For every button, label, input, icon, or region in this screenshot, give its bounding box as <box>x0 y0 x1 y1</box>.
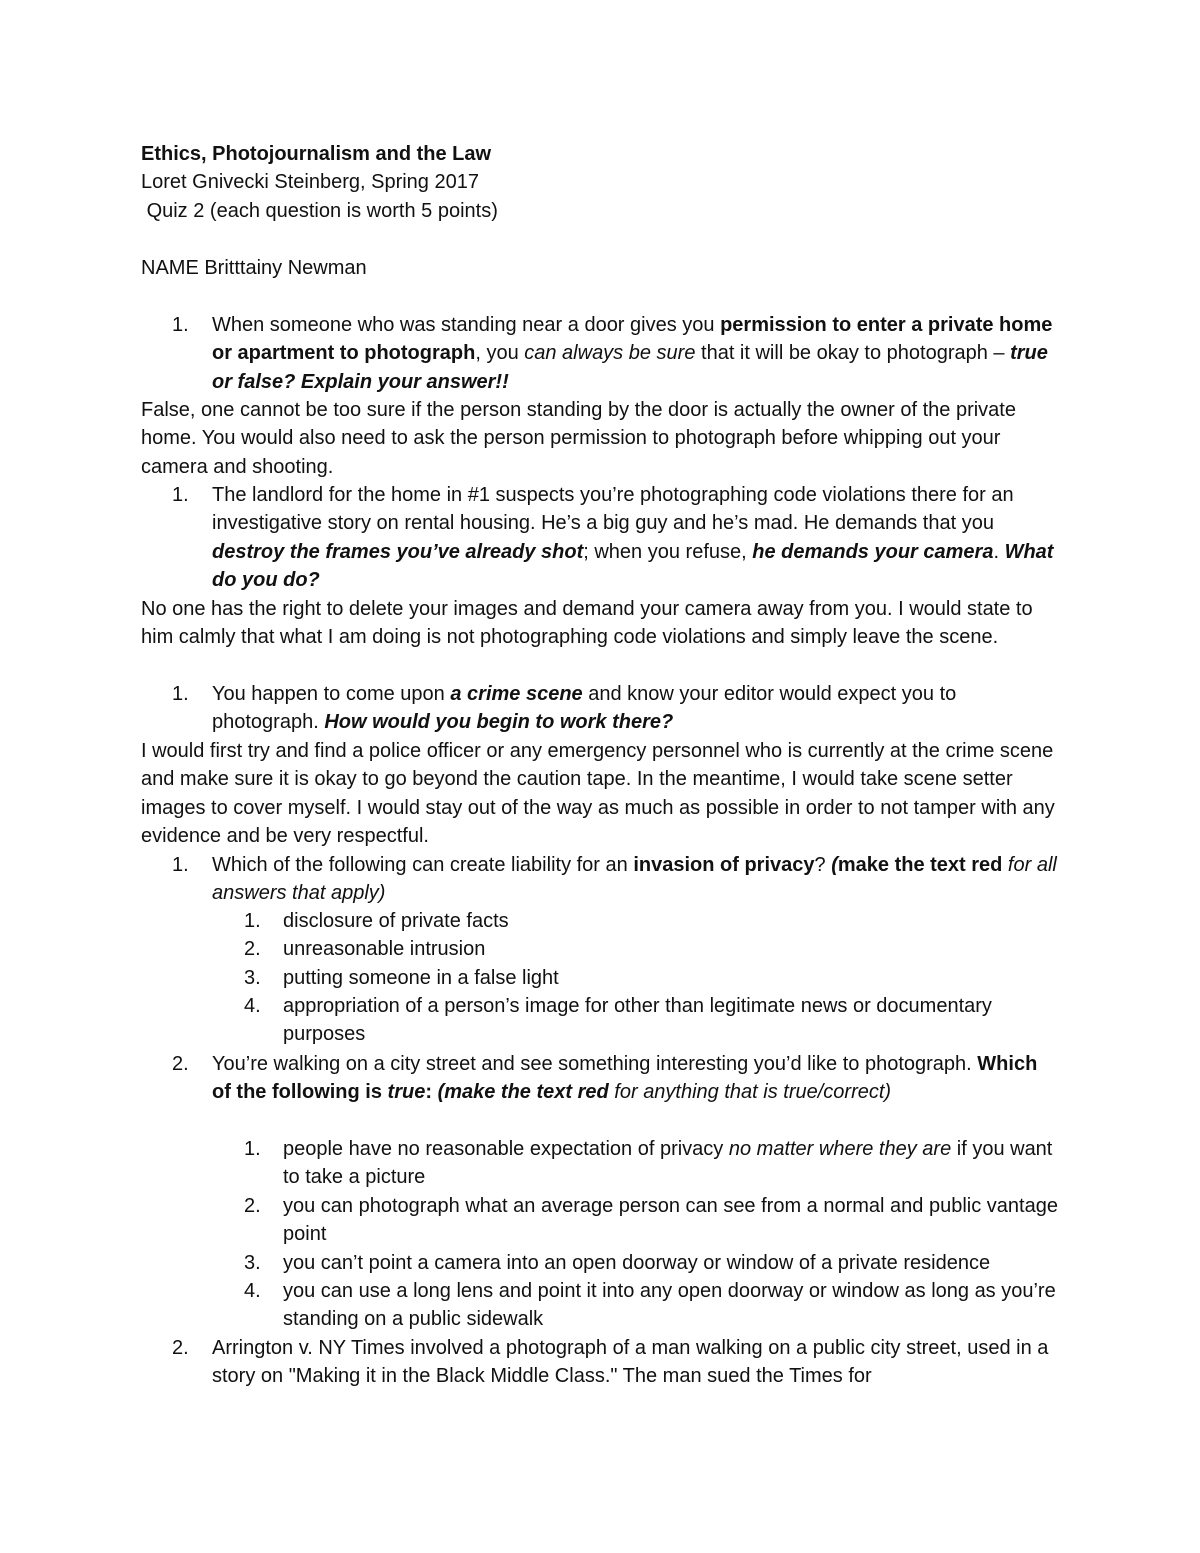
question-number: 1. <box>172 854 189 876</box>
question-1 <box>141 311 1061 396</box>
option-item: 2. unreasonable intrusion <box>244 938 486 960</box>
option-item: 2. you can photograph what an average person can see from a normal and public vantage point <box>244 1195 1058 1246</box>
question-text: When someone who was standing near a door gives you permission to enter a private home or apartment to photograph, you can always be sure that it will be okay to photograph – true or false? Explain your answer!! <box>212 314 1053 393</box>
quiz-instructions: Quiz 2 (each question is worth 5 points) <box>146 200 498 222</box>
question-text: You’re walking on a city street and see something interesting you’d like to photograph. Which of the following is true: (make the text red for anything that is true/correct) <box>212 1053 1038 1104</box>
question-number: 2. <box>172 1337 189 1359</box>
question-text: Arrington v. NY Times involved a photograph of a man walking on a public city street, used in a story on "Making it in the Black Middle Class." The man sued the Times for <box>212 1337 1049 1388</box>
question-number: 1. <box>172 314 189 336</box>
question-number: 2. <box>172 1053 189 1075</box>
question-4 <box>141 851 1061 908</box>
question-6 <box>141 1334 1061 1391</box>
answer-1: False, one cannot be too sure if the person standing by the door is actually the owner of the private home. You would also need to ask the person permission to photograph before whipping out your camera and shooting. <box>141 399 1016 478</box>
answer-2: No one has the right to delete your images and demand your camera away from you. I would state to him calmly that what I am doing is not photographing code violations and simply leave the scene. <box>141 598 1033 649</box>
question-text: You happen to come upon a crime scene and know your editor would expect you to photograph. How would you begin to work there? <box>212 683 957 734</box>
option-item: 4. appropriation of a person’s image for other than legitimate news or documentary purposes <box>244 995 992 1046</box>
question-3 <box>141 680 1061 737</box>
option-item: 1. people have no reasonable expectation of privacy no matter where they are if you want to take a picture <box>244 1138 1053 1189</box>
option-item: 4. you can use a long lens and point it into any open doorway or window as long as you’re standing on a public sidewalk <box>244 1280 1056 1331</box>
question-5 <box>141 1050 1061 1107</box>
option-item: 3. you can’t point a camera into an open doorway or window of a private residence <box>244 1252 991 1274</box>
author-line: Loret Gnivecki Steinberg, Spring 2017 <box>141 171 479 193</box>
answer-3: I would first try and find a police officer or any emergency personnel who is currently at the crime scene and make sure it is okay to go beyond the caution tape. In the meantime, I would take scene setter images to cover myself. I would stay out of the way as much as possible in order to not tamper with any evidence and be very respectful. <box>141 740 1055 848</box>
question-number: 1. <box>172 683 189 705</box>
option-item: 1. disclosure of private facts <box>244 910 509 932</box>
option-item: 3. putting someone in a false light <box>244 967 559 989</box>
question-number: 1. <box>172 484 189 506</box>
question-text: The landlord for the home in #1 suspects you’re photographing code violations there for an investigative story on rental housing. He’s a big guy and he’s mad. He demands that you destroy the frames you’ve already shot; when you refuse, he demands your camera. What do you do? <box>212 484 1054 592</box>
document-title: Ethics, Photojournalism and the Law <box>141 143 492 165</box>
student-name: NAME Britttainy Newman <box>141 257 367 279</box>
question-2 <box>141 481 1061 595</box>
question-text: Which of the following can create liability for an invasion of privacy? (make the text red for all answers that apply) <box>212 854 1057 905</box>
